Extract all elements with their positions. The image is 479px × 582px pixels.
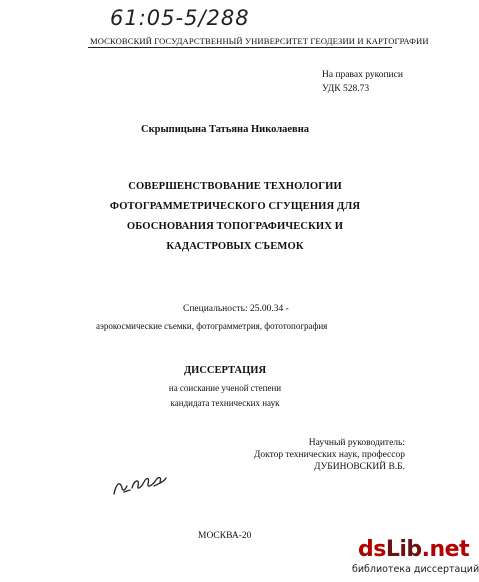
city-year: МОСКВА-20 — [198, 531, 252, 541]
title-line: КАДАСТРОВЫХ СЪЕМОК — [166, 241, 304, 252]
degree-sought — [0, 381, 450, 411]
signature-icon — [110, 470, 170, 500]
manuscript-rights-label: На правах рукописи — [322, 70, 403, 80]
udk-code: УДК 528.73 — [322, 84, 370, 94]
specialty-code: Специальность: 25.00.34 - — [183, 304, 289, 314]
author-name: Скрыпицына Татьяна Николаевна — [141, 124, 309, 135]
specialty-detail: аэрокосмические съемки, фотограмметрия, фототопография — [96, 321, 328, 331]
header-divider — [88, 47, 392, 48]
dissertation-label: ДИССЕРТАЦИЯ — [183, 365, 267, 376]
title-line: ФОТОГРАММЕТРИЧЕСКОГО СГУЩЕНИЯ ДЛЯ — [109, 201, 361, 212]
dslib-caption: библиотека диссертаций — [352, 564, 479, 575]
title-line: ОБОСНОВАНИЯ ТОПОГРАФИЧЕСКИХ И — [126, 221, 344, 232]
degree-line: на соискание ученой степени — [168, 383, 282, 393]
handwritten-catalog-code: 61:05-5/288 — [110, 6, 250, 30]
logo-part: .net — [421, 537, 470, 562]
dissertation-title — [85, 177, 385, 257]
dslib-logo — [358, 537, 469, 562]
university-name: МОСКОВСКИЙ ГОСУДАРСТВЕННЫЙ УНИВЕРСИТЕТ ГЕОДЕЗИИ И КАРТОГРАФИИ — [90, 36, 429, 46]
logo-part: ds — [358, 537, 386, 562]
degree-line: кандидата технических наук — [170, 398, 280, 408]
dslib-watermark — [340, 536, 479, 582]
title-line: СОВЕРШЕНСТВОВАНИЕ ТЕХНОЛОГИИ — [128, 181, 342, 192]
supervisor-degree: Доктор технических наук, профессор — [253, 450, 405, 460]
supervisor-role: Научный руководитель: — [308, 438, 405, 448]
logo-part: Lib — [385, 537, 422, 562]
supervisor-name: ДУБИНОВСКИЙ В.Б. — [313, 462, 405, 472]
